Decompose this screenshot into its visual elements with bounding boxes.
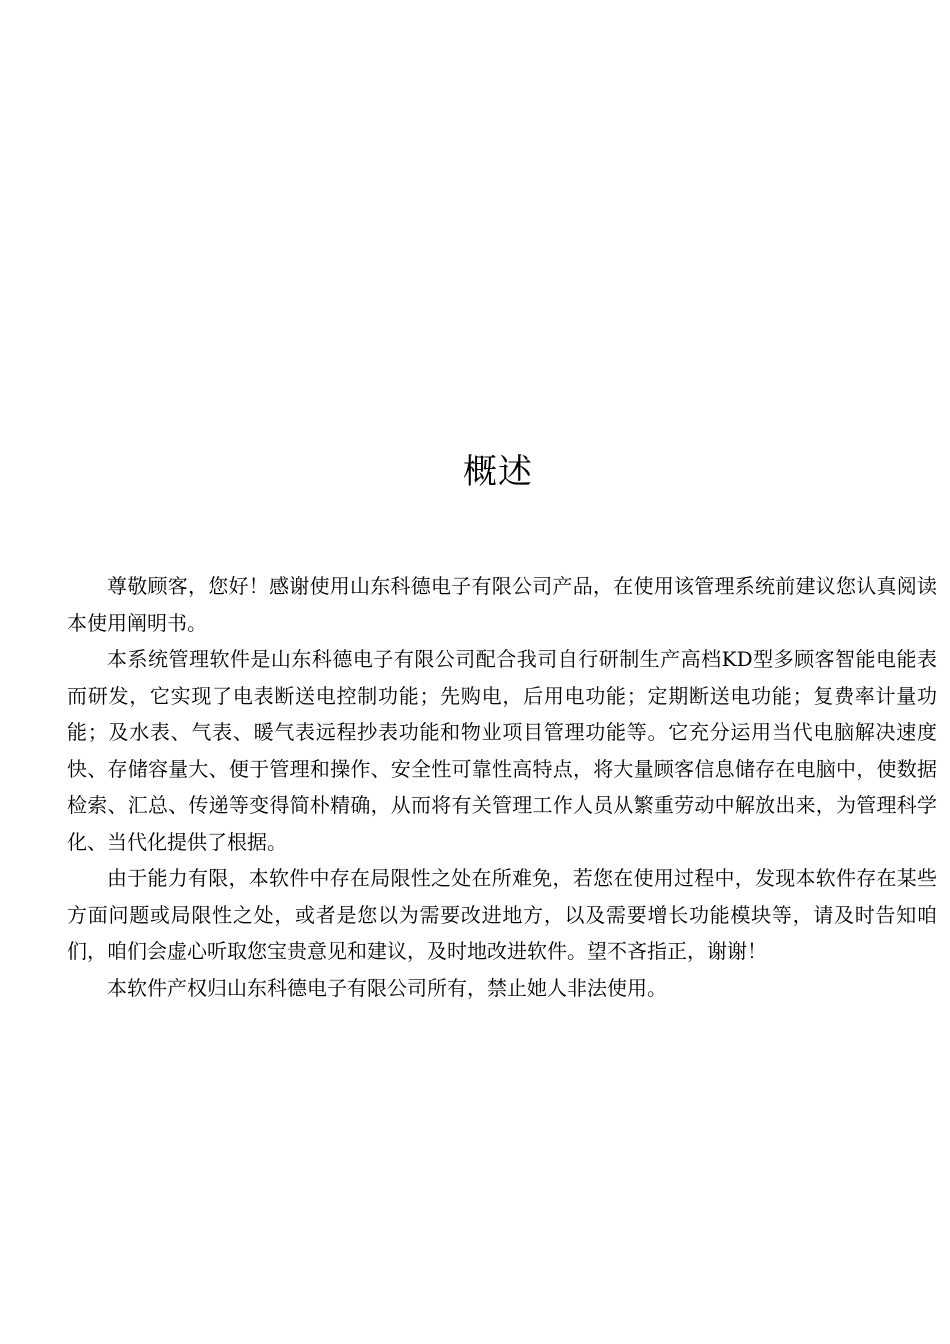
page-title: 概述 — [463, 452, 533, 492]
paragraph-system-description: 本系统管理软件是山东科德电子有限公司配合我司自行研制生产高档KD型多顾客智能电能表而研发，它实现了电表断送电控制功能；先购电，后用电功能；定期断送电功能；复费率计量功能；及水表、气表、暖气表远程抄表功能和物业项目管理功能等。它充分运用当代电脑解决速度快、存储容量大、便于管理和操作、安全性可靠性高特点，将大量顾客信息储存在电脑中，使数据检索、汇总、传递等变得简朴精确，从而将有关管理工作人员从繁重劳动中解放出来，为管理科学化、当代化提供了根据。 — [67, 647, 937, 854]
paragraph-feedback-request: 由于能力有限，本软件中存在局限性之处在所难免，若您在使用过程中，发现本软件存在某些方面问题或局限性之处，或者是您以为需要改进地方，以及需要增长功能模块等，请及时告知咱们，咱们会虚心听取您宝贵意见和建议，及时地改进软件。望不吝指正，谢谢！ — [67, 866, 937, 963]
paragraph-copyright: 本软件产权归山东科德电子有限公司所有，禁止她人非法使用。 — [107, 975, 667, 1000]
paragraph-greeting: 尊敬顾客，您好！感谢使用山东科德电子有限公司产品，在使用该管理系统前建议您认真阅读本使用阐明书。 — [67, 574, 937, 635]
document-body — [67, 568, 937, 1006]
